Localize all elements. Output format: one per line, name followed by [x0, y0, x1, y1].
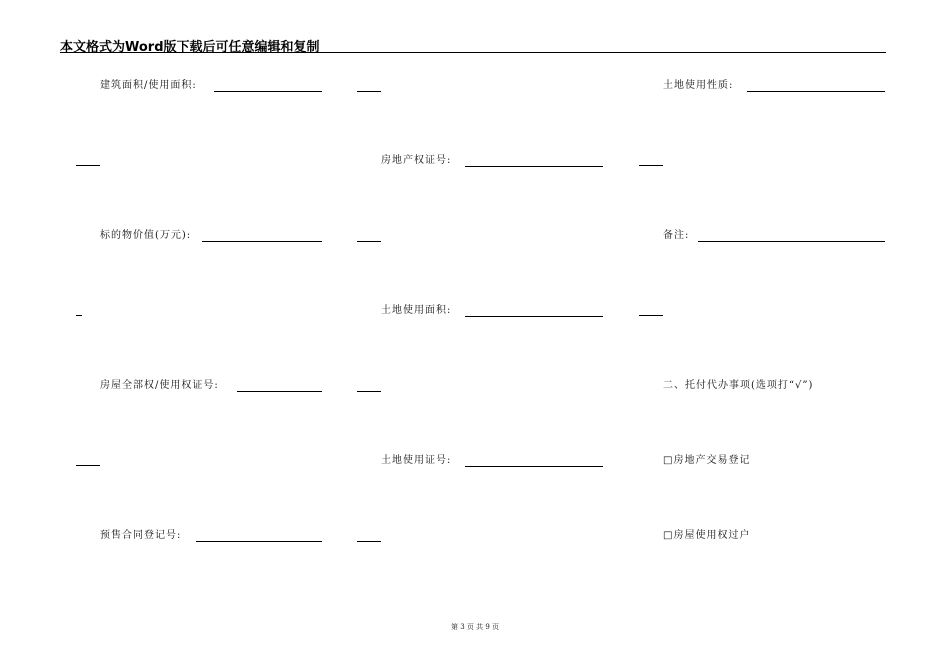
- ownership-cert-field-continuation[interactable]: [357, 391, 381, 392]
- building-area-field-continuation[interactable]: [357, 91, 381, 92]
- property-cert-field-continuation[interactable]: [639, 165, 663, 166]
- building-area-field[interactable]: [214, 91, 322, 92]
- land-use-nature-field-continuation[interactable]: [76, 165, 100, 166]
- header-title: 本文格式为Word版下载后可任意编辑和复制: [60, 40, 320, 55]
- option-use-right-transfer-checkbox[interactable]: □房屋使用权过户: [663, 530, 751, 541]
- land-use-nature-label: 土地使用性质:: [663, 80, 734, 91]
- subject-value-label: 标的物价值(万元):: [100, 230, 192, 241]
- property-cert-field[interactable]: [465, 166, 603, 167]
- option-property-transaction-checkbox[interactable]: □房地产交易登记: [663, 455, 751, 466]
- subject-value-field-continuation[interactable]: [357, 241, 381, 242]
- delegated-matters-heading: 二、托付代办事项(选项打“√”): [663, 380, 814, 391]
- remarks-label: 备注:: [663, 230, 690, 241]
- land-use-area-label: 土地使用面积:: [381, 305, 452, 316]
- subject-value-field[interactable]: [202, 241, 322, 242]
- ownership-cert-field-wrap[interactable]: [76, 465, 100, 466]
- land-use-cert-label: 土地使用证号:: [381, 455, 452, 466]
- ownership-cert-label: 房屋全部权/使用权证号:: [100, 380, 219, 391]
- header-divider: [60, 52, 886, 53]
- remarks-field[interactable]: [698, 241, 885, 242]
- presale-contract-label: 预售合同登记号:: [100, 530, 182, 541]
- ownership-cert-field[interactable]: [237, 391, 322, 392]
- land-use-cert-field[interactable]: [465, 466, 603, 467]
- land-use-nature-field[interactable]: [747, 91, 885, 92]
- presale-contract-field[interactable]: [196, 541, 322, 542]
- land-use-area-field-continuation[interactable]: [639, 315, 663, 316]
- building-area-label: 建筑面积/使用面积:: [100, 80, 197, 91]
- property-cert-label: 房地产权证号:: [381, 155, 452, 166]
- remarks-field-continuation[interactable]: [76, 315, 82, 316]
- page-number: 第 3 页 共 9 页: [450, 623, 500, 631]
- presale-contract-field-continuation[interactable]: [357, 541, 381, 542]
- land-use-area-field[interactable]: [465, 316, 603, 317]
